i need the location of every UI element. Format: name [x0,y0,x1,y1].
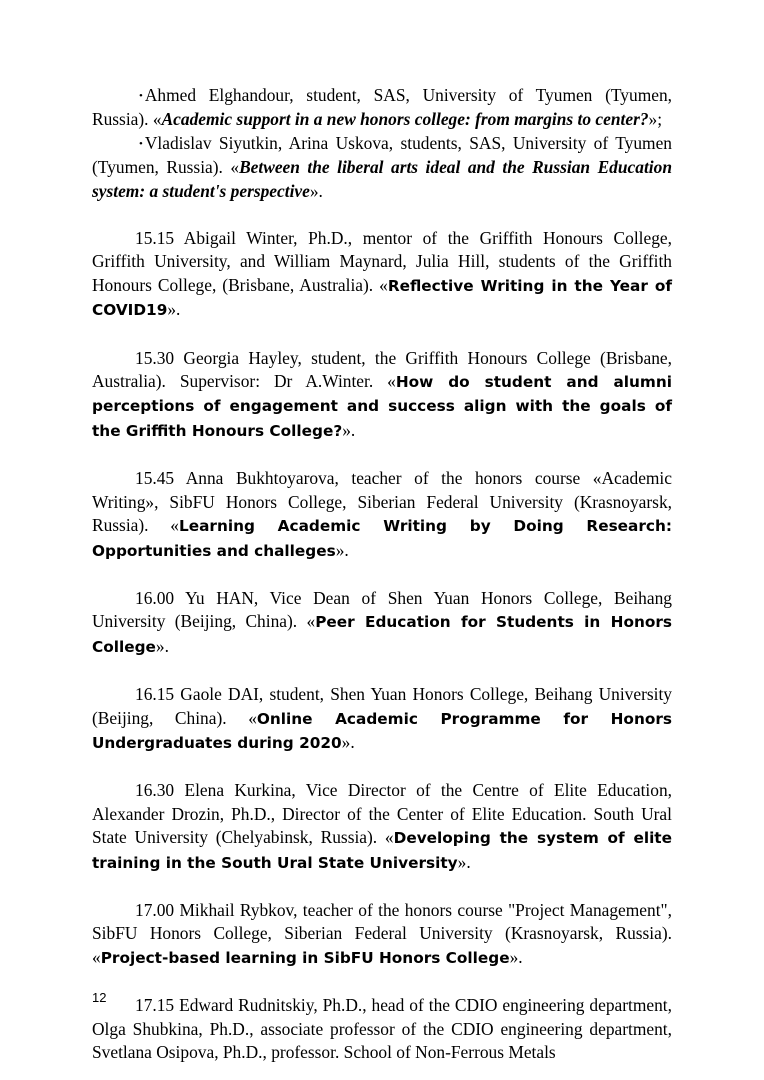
entry-title: Project-based learning in SibFU Honors College [100,948,510,967]
entry-speaker: 16.00 Yu HAN, Vice Dean of Shen Yuan Honors College, Beihang University (Beijing, China). « [92,587,672,632]
program-entry [92,683,672,755]
entry-title: Learning Academic Writing by Doing Research: Opportunities and challeges [92,517,672,560]
page-number: 12 [92,990,107,1005]
entry-suffix: ». [309,180,323,201]
entry-title: How do student and alumni perceptions of engagement and success align with the goals of the Griffith Honours College? [92,373,672,440]
entry-speaker: 17.00 Mikhail Rybkov, teacher of the honors course "Project Management", SibFU Honors College, Siberian Federal University (Krasnoyarsk, Russia). « [92,899,672,967]
program-entry [92,899,672,970]
entry-suffix: ». [509,946,523,967]
program-text [92,84,672,1064]
entry-title: Between the liberal arts ideal and the Russian Education system: a student's perspective [92,157,672,201]
entry-title: Peer Education for Students in Honors College [92,613,672,656]
program-entry [92,994,672,1064]
program-entry [92,779,672,875]
entry-speaker: 16.30 Elena Kurkina, Vice Director of the Centre of Elite Education, Alexander Drozin, Ph.D., Director of the Center of Elite Education. South Ural State University (Chelyabinsk, Russia). « [92,780,672,848]
entry-speaker: 15.45 Anna Bukhtoyarova, teacher of the honors course «Academic Writing», SibFU Honors College, Siberian Federal University (Krasnoyarsk, Russia). « [92,468,672,536]
program-entry [92,587,672,659]
entry-speaker: 17.15 Edward Rudnitskiy, Ph.D., head of the CDIO engineering department, Olga Shubkina, Ph.D., associate professor of the CDIO engineering department, Svetlana Osipova, Ph.D., professor. School of Non-Ferrous Metals [92,995,672,1062]
entry-suffix: ». [457,851,471,872]
program-entry [92,347,672,444]
entry-speaker: Ahmed Elghandour, student, SAS, University of Tyumen (Tyumen, Russia). « [92,85,672,130]
entry-title: Developing the system of elite training in the South Ural State University [92,829,672,872]
program-entry [92,467,672,563]
bullet-icon: • [139,137,143,150]
program-entry [92,132,672,203]
entry-suffix: ». [342,419,356,440]
entry-suffix: ». [155,635,169,656]
entry-title: Academic support in a new honors college: from margins to center? [161,109,649,130]
entry-title: Reflective Writing in the Year of COVID19 [92,276,672,320]
entry-suffix: ». [341,731,355,752]
entry-speaker: Vladislav Siyutkin, Arina Uskova, students, SAS, University of Tyumen (Tyumen, Russia). « [92,132,672,178]
entry-speaker: 16.15 Gaole DAI, student, Shen Yuan Honors College, Beihang University (Beijing, China). « [92,684,672,728]
program-entry [92,227,672,323]
entry-speaker: 15.30 Georgia Hayley, student, the Griffith Honours College (Brisbane, Australia). Supervisor: Dr A.Winter. « [92,347,672,392]
program-entry [92,84,672,132]
entry-title: Online Academic Programme for Honors Undergraduates during 2020 [92,709,672,752]
entry-speaker: 15.15 Abigail Winter, Ph.D., mentor of the Griffith Honours College, Griffith University, and William Maynard, Julia Hill, students of the Griffith Honours College, (Brisbane, Australia). « [92,228,672,295]
entry-suffix: ». [167,299,181,320]
bullet-icon: • [139,90,143,102]
entry-suffix: »; [648,109,663,130]
entry-suffix: ». [335,539,349,560]
